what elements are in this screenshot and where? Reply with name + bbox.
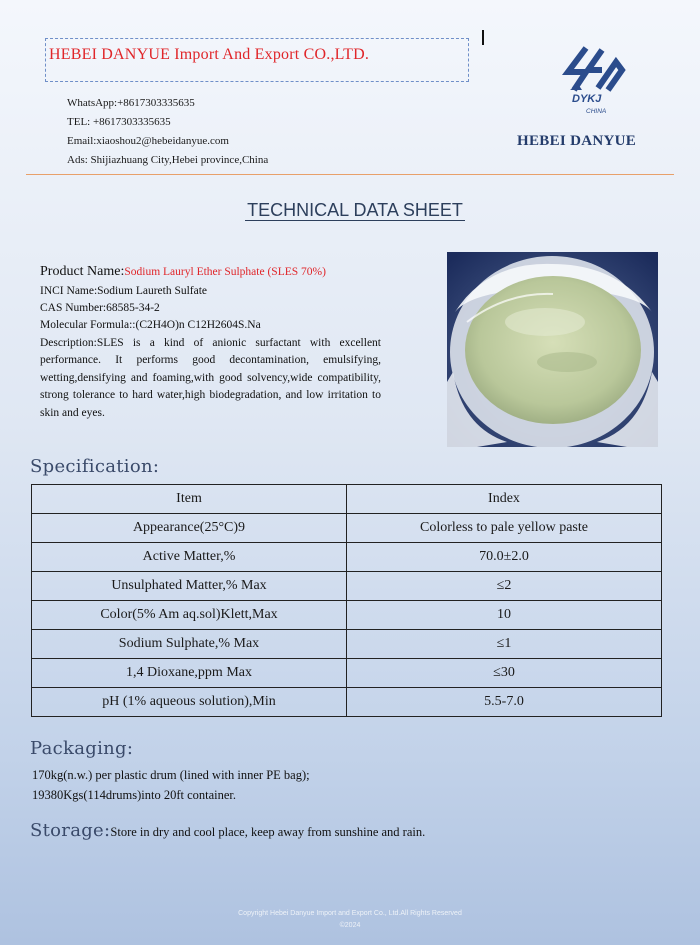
contact-address: Ads: Shijiazhuang City,Hebei province,China [67,154,269,166]
table-header-cell: Index [347,485,662,514]
spec-index: Colorless to pale yellow paste [347,514,662,543]
spec-index: 5.5-7.0 [347,688,662,717]
table-row [32,630,662,659]
document-title-text: TECHNICAL DATA SHEET [247,200,463,220]
specification-heading: Specification: [30,456,160,477]
company-logo [558,44,630,120]
table-row [32,688,662,717]
footer-year: ©2024 [339,922,361,929]
table-header-row [32,485,662,514]
document-title [0,200,700,221]
header-divider [26,174,674,175]
storage-section [30,820,425,841]
specification-table [31,484,662,717]
spec-item: Sodium Sulphate,% Max [32,630,347,659]
contact-whatsapp: WhatsApp:+8617303335635 [67,97,195,109]
storage-heading: Storage: [30,820,111,841]
packaging-line-2: 19380Kgs(114drums)into 20ft container. [32,788,237,802]
spec-item: pH (1% aqueous solution),Min [32,688,347,717]
logo-caption: HEBEI DANYUE [517,133,637,149]
spec-item: Active Matter,% [32,543,347,572]
spec-item: 1,4 Dioxane,ppm Max [32,659,347,688]
product-photo [447,252,658,447]
inci-name: INCI Name:Sodium Laureth Sulfate [40,285,208,297]
storage-text: Store in dry and cool place, keep away from sunshine and rain. [110,825,426,839]
spec-item: Appearance(25°C)9 [32,514,347,543]
spec-index: ≤1 [347,630,662,659]
table-row [32,572,662,601]
product-description: Description:SLES is a kind of anionic surfactant with excellent performance. It performs good decontamination, emulsifying, wetting,densifying and foaming,with good solvency,wide compatibility, strong tolerance to hard water,high biodegradation, and low irritation to skin and eyes. [40,337,381,419]
logo-country-text: CHINA [586,108,607,115]
spec-index: ≤30 [347,659,662,688]
table-row [32,543,662,572]
product-name-value: Sodium Lauryl Ether Sulphate (SLES 70%) [124,266,326,278]
spec-index: 10 [347,601,662,630]
contact-tel: TEL: +8617303335635 [67,116,171,128]
table-row [32,514,662,543]
packaging-heading: Packaging: [30,738,134,759]
table-header-cell: Item [32,485,347,514]
spec-item: Color(5% Am aq.sol)Klett,Max [32,601,347,630]
table-row [32,659,662,688]
cas-number: CAS Number:68585-34-2 [40,302,160,314]
sles-paste-drum-icon [447,252,658,447]
spec-index: ≤2 [347,572,662,601]
text-cursor [482,30,484,45]
product-name-label: Product Name: [40,264,125,279]
company-name: HEBEI DANYUE Import And Export CO.,LTD. [49,46,370,63]
packaging-line-1: 170kg(n.w.) per plastic drum (lined with inner PE bag); [32,768,310,782]
contact-email: Email:xiaoshou2@hebeidanyue.com [67,135,229,147]
footer-copyright: Copyright Hebei Danyue Import and Export Co., Ltd.All Rights Reserved [238,910,462,917]
spec-index: 70.0±2.0 [347,543,662,572]
dykj-logo-icon [558,44,630,120]
product-name-line [40,264,326,280]
molecular-formula: Molecular Formula::(C2H4O)n C12H2604S.Na [40,319,261,331]
spec-item: Unsulphated Matter,% Max [32,572,347,601]
table-row [32,601,662,630]
logo-sub-text: DYKJ [572,93,602,105]
